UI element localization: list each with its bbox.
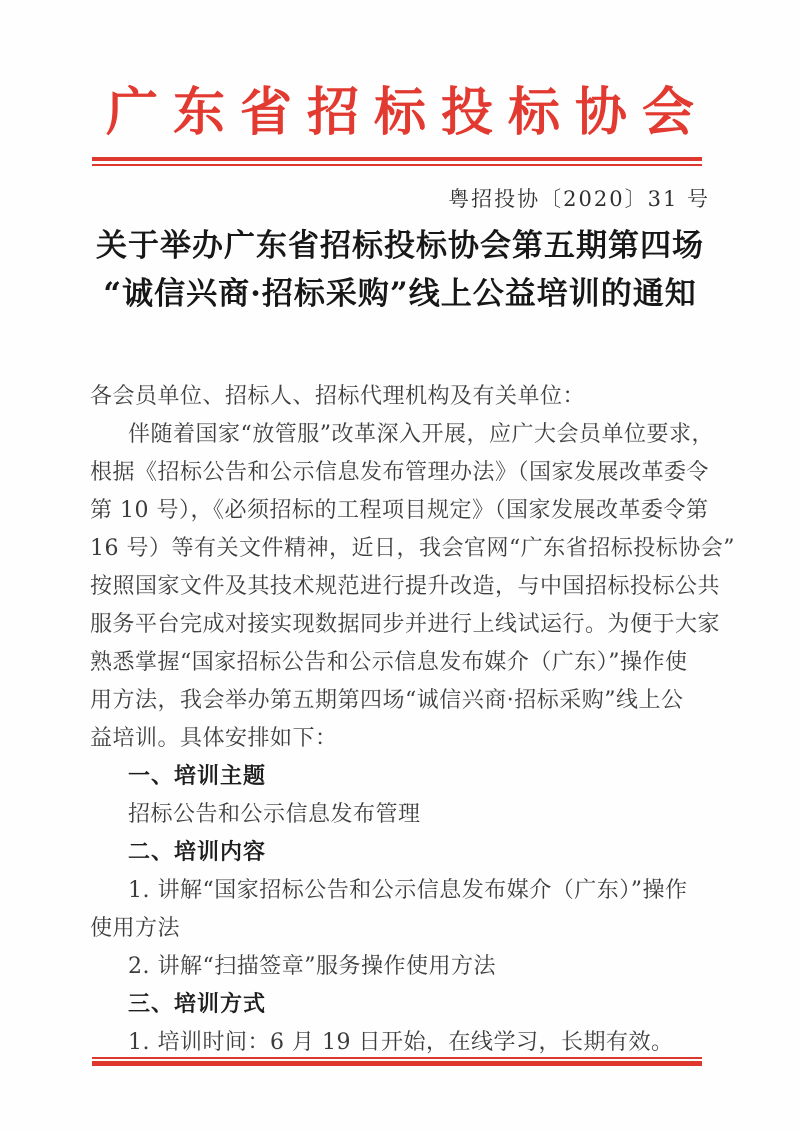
letterhead-divider-thick-line <box>92 157 702 161</box>
footer-divider-thin-line <box>92 1057 702 1059</box>
letterhead-divider-thin-line <box>92 164 702 166</box>
footer-divider <box>92 1057 702 1066</box>
body-line: 招标公告和公示信息发布管理 <box>128 802 421 827</box>
body-line: 熟悉掌握“国家招标公告和公示信息发布媒介（广东）”操作使 <box>90 650 688 675</box>
body-line: 用方法，我会举办第五期第四场“诚信兴商·招标采购”线上公 <box>90 688 684 713</box>
body-line: 益培训。具体安排如下： <box>90 726 338 751</box>
body-line: 1. 讲解“国家招标公告和公示信息发布媒介（广东）”操作 <box>128 878 688 903</box>
footer-divider-thick-line <box>92 1061 702 1066</box>
body-line: 第 10 号），《必须招标的工程项目规定》（国家发展改革委令第 <box>90 498 709 523</box>
section-heading-1: 一、培训主题 <box>128 764 267 789</box>
section-heading-2: 二、培训内容 <box>128 840 267 865</box>
document-title <box>0 222 800 318</box>
document-title-line2: “诚信兴商·招标采购”线上公益培训的通知 <box>103 276 697 312</box>
body-line: 1. 培训时间：6 月 19 日开始，在线学习，长期有效。 <box>128 1030 674 1055</box>
body-line: 服务平台完成对接实现数据同步并进行上线试运行。为便于大家 <box>90 612 721 637</box>
section-heading-3: 三、培训方式 <box>128 992 267 1017</box>
body-line: 使用方法 <box>90 916 181 941</box>
body-line: 按照国家文件及其技术规范进行提升改造，与中国招标投标公共 <box>90 574 721 599</box>
body-line: 根据《招标公告和公示信息发布管理办法》（国家发展改革委令 <box>90 460 710 485</box>
body-line: 16 号）等有关文件精神，近日，我会官网“广东省招标投标协会” <box>90 536 735 561</box>
document-title-line1: 关于举办广东省招标投标协会第五期第四场 <box>96 228 704 264</box>
document-body <box>90 378 735 1062</box>
document-number: 粤招投协〔2020〕31 号 <box>448 187 710 211</box>
salutation-line: 各会员单位、招标人、招标代理机构及有关单位： <box>90 384 586 409</box>
letterhead-org-title: 广东省招标投标协会 <box>105 82 709 143</box>
body-line: 2. 讲解“扫描签章”服务操作使用方法 <box>128 954 496 979</box>
body-line: 伴随着国家“放管服”改革深入开展，应广大会员单位要求， <box>128 422 714 447</box>
letterhead-divider <box>92 157 702 166</box>
